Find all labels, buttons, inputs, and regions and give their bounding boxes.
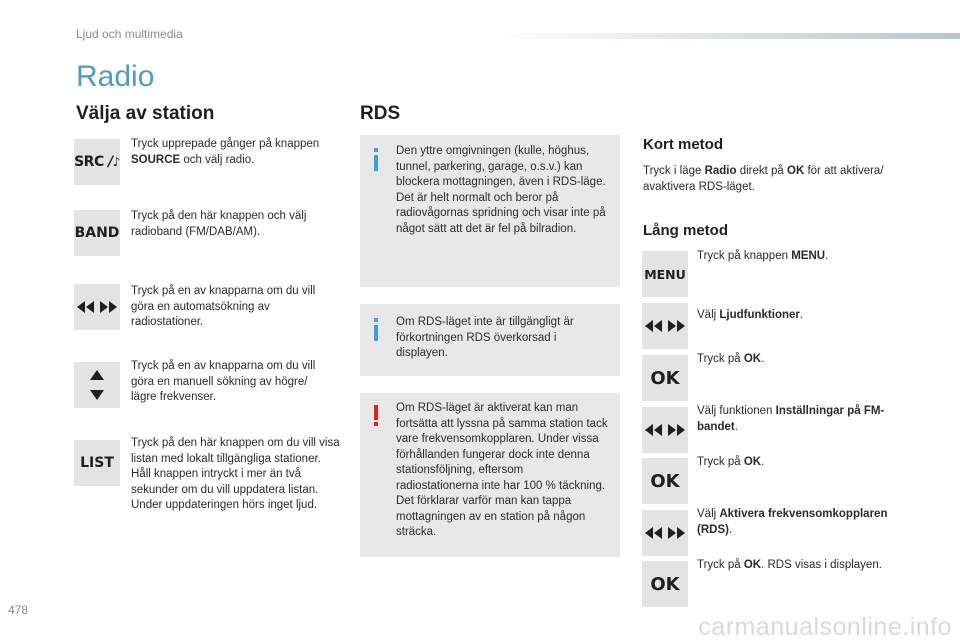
band-button-icon	[74, 210, 120, 256]
warning-icon-dot	[374, 422, 378, 426]
seek-buttons-icon	[642, 407, 688, 453]
info-icon	[374, 155, 378, 171]
ok-label: OK	[650, 367, 680, 389]
section-title-station: Välja av station	[76, 103, 215, 124]
info-box-reception	[360, 135, 620, 287]
step-list-line2: Håll knappen intryckt i mer än två sekunder om du vill uppdatera listan. Under uppdateringen hörs inget ljud.	[131, 468, 319, 511]
ok-button-icon	[642, 458, 688, 504]
up-down-buttons-icon	[74, 362, 120, 408]
src-label: SRC /♪	[74, 154, 120, 170]
step-list-line1: Tryck på den här knappen om du vill visa listan med lokalt tillgängliga stationer.	[131, 437, 340, 465]
ok-button-icon	[642, 561, 688, 607]
seek-arrows-icon	[643, 422, 687, 438]
up-down-arrows-icon	[87, 367, 107, 403]
ok-label: OK	[650, 573, 680, 595]
subtitle-short-method: Kort metod	[643, 136, 723, 153]
long-step-2: Välj Ljudfunktioner.	[697, 309, 804, 321]
short-method-text: Tryck i läge Radio direkt på OK för att aktivera/ avaktivera RDS-läget.	[643, 165, 884, 193]
src-button-icon	[74, 139, 120, 185]
band-label: BAND	[74, 225, 120, 241]
step-seek: Tryck på en av knapparna om du vill göra en automatsökning av radiostationer.	[131, 285, 316, 328]
info-icon-dot	[374, 318, 378, 322]
long-step-3: Tryck på OK.	[697, 353, 765, 365]
warning-icon	[374, 405, 378, 420]
step-source: Tryck upprepade gånger på knappen SOURCE och välj radio.	[131, 138, 320, 166]
long-step-6: Välj Aktivera frekvensomkopplaren (RDS).	[697, 508, 888, 536]
menu-label: MENU	[644, 266, 686, 282]
section-title-rds: RDS	[360, 103, 401, 124]
step-list	[131, 436, 343, 514]
long-step-1: Tryck på knappen MENU.	[697, 250, 829, 262]
page-title: Radio	[76, 60, 155, 93]
seek-buttons-icon	[74, 284, 120, 330]
long-step-7: Tryck på OK. RDS visas i displayen.	[697, 559, 882, 571]
info-text-rds-unavailable: Om RDS-läget inte är tillgängligt är förkortningen RDS överkorsad i displayen.	[396, 316, 574, 359]
subtitle-long-method: Lång metod	[643, 222, 728, 239]
warning-box-frequency-switch	[360, 393, 620, 557]
seek-arrows-icon	[643, 525, 687, 541]
list-label: LIST	[80, 455, 114, 471]
seek-buttons-icon	[642, 303, 688, 349]
ok-label: OK	[650, 470, 680, 492]
info-box-rds-unavailable	[360, 304, 620, 376]
list-button-icon	[74, 440, 120, 486]
info-icon-dot	[374, 148, 378, 152]
step-manual-search: Tryck på en av knapparna om du vill göra en manuell sökning av högre/ lägre frekvenser.	[131, 360, 316, 403]
info-icon	[374, 325, 378, 341]
watermark: carmanualsonline.info	[698, 613, 952, 640]
menu-button-icon	[642, 251, 688, 297]
info-text-reception: Den yttre omgivningen (kulle, höghus, tunnel, parkering, garage, o.s.v.) kan blockera mottagningen, även i RDS-läge. Det är helt normalt och beror på radiovågornas spridning och visar inte på något sätt att det är fel på bilradion.	[396, 145, 606, 235]
long-step-4: Välj funktionen Inställningar på FM-bandet.	[697, 405, 885, 433]
seek-arrows-icon	[75, 299, 119, 315]
seek-buttons-icon	[642, 510, 688, 556]
ok-button-icon	[642, 355, 688, 401]
warning-text-frequency-switch: Om RDS-läget är aktiverat kan man fortsätta att lyssna på samma station tack vare frekvensomkopplaren. Under vissa förhållanden fungerar dock inte denna stationsföljning, eftersom radiostationerna inte har 100 % täckning. Det förklarar varför man kan tappa mottagningen av en station på någon sträcka.	[396, 402, 608, 538]
page-number: 478	[8, 603, 29, 617]
seek-arrows-icon	[643, 318, 687, 334]
running-header: Ljud och multimedia	[76, 27, 183, 41]
header-rule	[495, 33, 960, 39]
long-step-5: Tryck på OK.	[697, 456, 765, 468]
step-band: Tryck på den här knappen och välj radioband (FM/DAB/AM).	[131, 210, 307, 238]
